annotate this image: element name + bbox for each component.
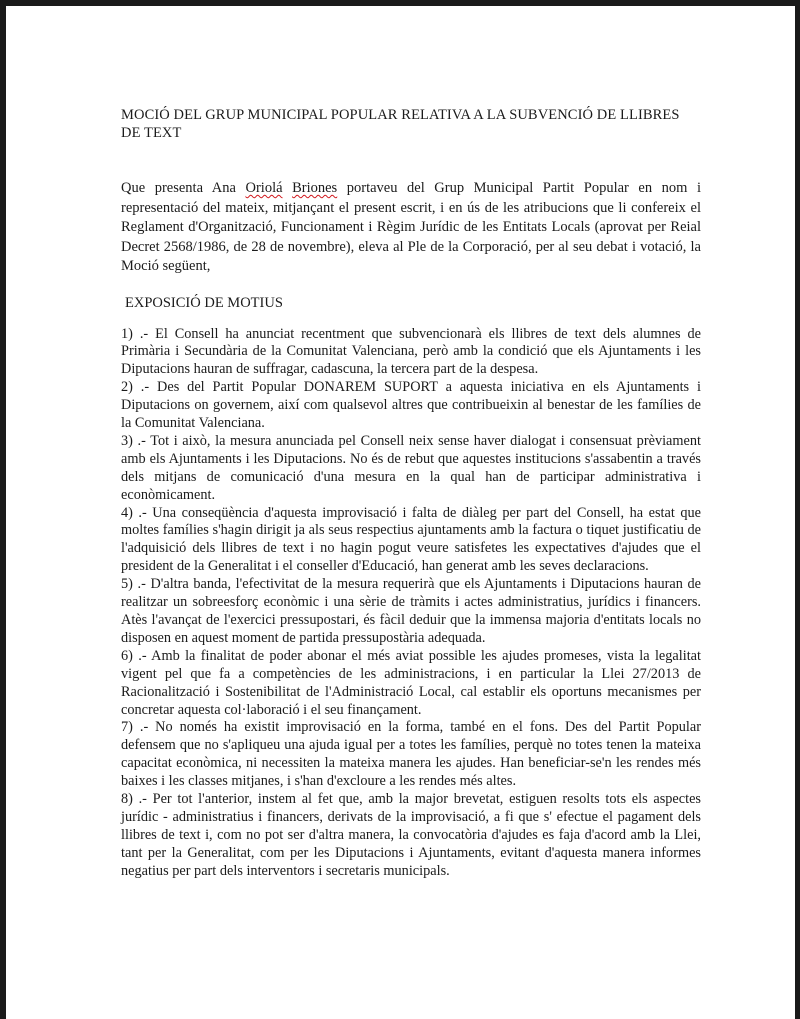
points-list bbox=[121, 326, 701, 881]
presenter-first-name: Oriolá bbox=[245, 180, 283, 196]
section-heading: EXPOSICIÓ DE MOTIUS bbox=[125, 294, 283, 311]
point-1: 1) .- El Consell ha anunciat recentment que subvencionarà els llibres de text dels alumnes de Primària i Secundària de la Comunitat Valenciana, però amb la condició que els Ajuntaments i les Diputacions hauran de suffragar, cadascuna, la tercera part de la despesa. bbox=[121, 325, 701, 378]
presenter-last-name: Briones bbox=[292, 180, 338, 196]
point-7: 7) .- No només ha existit improvisació en la forma, també en el fons. Des del Partit Popular defensem que no s'apliqueu una ajuda igual per a totes les famílies, perquè no totes tenen la mateixa capacitat econòmica, ni necessiten la mateixa manera les ajudes. Han beneficiar-se'n les rendes més baixes i les classes mitjanes, i s'han d'excloure a les rendes més altes. bbox=[121, 719, 701, 790]
intro-text-after: portaveu del Grup Municipal Partit Popular en nom i representació del mateix, mitjançant el present escrit, i en ús de les atribucions que li confereix el Reglament d'Organització, Funcionament i Règim Jurídic de les Entitats Locals (aprovat per Reial Decret 2568/1986, de 28 de novembre), eleva al Ple de la Corporació, per al seu debat i votació, la Moció següent, bbox=[121, 180, 702, 274]
intro-text-before: Que presenta Ana bbox=[121, 180, 246, 196]
point-5: 5) .- D'altra banda, l'efectivitat de la mesura requerirà que els Ajuntaments i Diputacions hauran de realitzar un sobreesforç econòmic i una sèrie de tràmits i actes administratius, jurídics i financers. Atès l'avançat de l'exercici pressupostari, és fàcil deduir que la immensa majoria d'entitats locals no disposen en aquest moment de partida pressupostària adequada. bbox=[121, 576, 701, 646]
point-2: 2) .- Des del Partit Popular DONAREM SUPORT a aquesta iniciativa en els Ajuntaments i Diputacions on governem, així com qualsevol altres que contribueixin al benestar de les famílies de la Comunitat Valenciana. bbox=[121, 379, 701, 432]
intro-paragraph bbox=[121, 179, 701, 277]
document-page bbox=[6, 6, 795, 1019]
point-8: 8) .- Per tot l'anterior, instem al fet que, amb la major brevetat, estiguen resolts tots els aspectes jurídic - administratius i financers, derivats de la improvisació, a fi que s' efectue el pagament dels llibres de text i, com no pot ser d'altra manera, la convocatòria d'ajudes es faja d'acord amb la Llei, tant per la Generalitat, com per les Diputacions i Ajuntaments, evitant d'aquesta manera informes negatius per part dels interventors i secretaris municipals. bbox=[121, 791, 701, 879]
point-4: 4) .- Una conseqüència d'aquesta improvisació i falta de diàleg per part del Consell, ha estat que moltes famílies s'hagin dirigit ja als seus respectius ajuntaments amb la factura o tiquet justificatiu de l'adquisició dels llibres de text i no hagin pogut veure satisfetes les expectatives d'ajudes que el president de la Generalitat i el conseller d'Educació, han generat amb les seves declaracions. bbox=[121, 504, 701, 575]
point-6: 6) .- Amb la finalitat de poder abonar el més aviat possible les ajudes promeses, vista la legalitat vigent pel que fa a competències de les administracions, i en particular la Llei 27/2013 de Racionalització i Sostenibilitat de l'Administració Local, cal establir els oportuns mecanismes per concretar aquesta col·laboració i el seu finançament. bbox=[121, 647, 701, 718]
document-title: MOCIÓ DEL GRUP MUNICIPAL POPULAR RELATIVA A LA SUBVENCIÓ DE LLIBRES DE TEXT bbox=[121, 107, 680, 141]
document-body bbox=[121, 106, 701, 881]
presenter-name-space bbox=[283, 180, 293, 196]
point-3: 3) .- Tot i això, la mesura anunciada pel Consell neix sense haver dialogat i consensuat prèviament amb els Ajuntaments i les Diputacions. No és de rebut que aquestes institucions s'assabentin a través dels mitjans de comunicació d'una mesura en la qual han de participar administrativa i econòmicament. bbox=[121, 432, 701, 503]
